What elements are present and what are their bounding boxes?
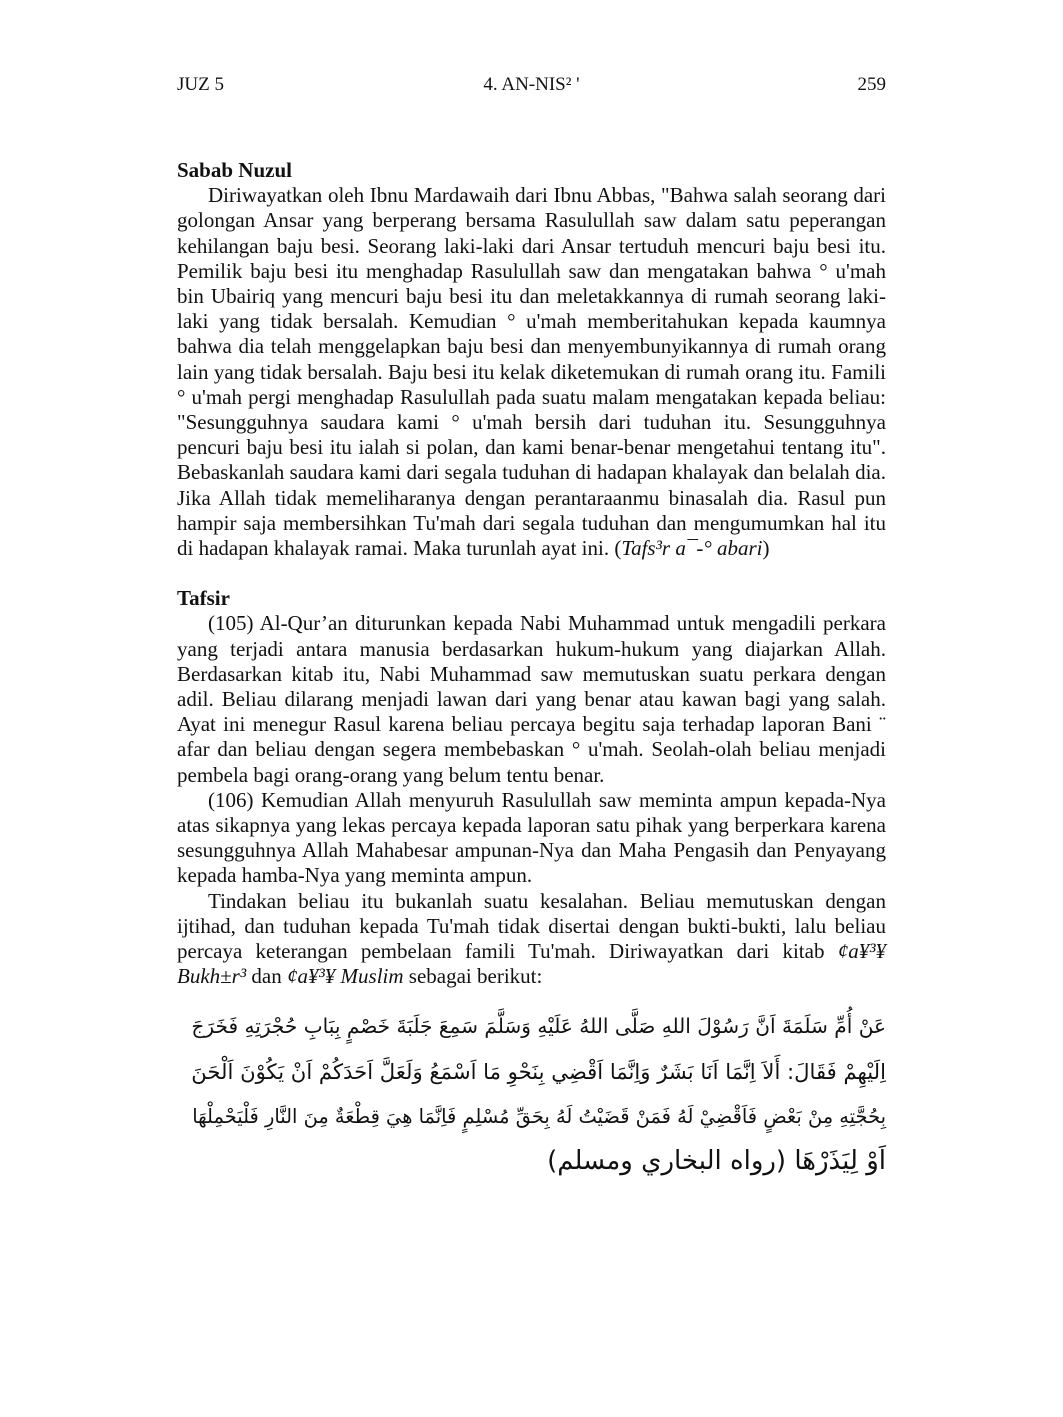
tafsir-paragraph-ijtihad: [177, 889, 886, 990]
sabab-nuzul-heading: Sabab Nuzul: [177, 158, 292, 182]
conjunction-text: dan: [246, 964, 287, 989]
hadith-line-2: اِلَيْهِمْ فَقَالَ: أَلاَ اِنَّمَا اَنَا بَشَرٌ وَاِنَّمَا اَقْضِي بِنَحْوِ مَا اَسْمَعُ وَلَعَلَّ اَحَدَكُمْ اَنْ يَكُوْنَ اَلْحَنَ: [191, 1058, 886, 1084]
book-muslim: ¢a¥³¥ Muslim: [286, 964, 404, 989]
source-citation: Tafs³r a¯-° abari: [621, 536, 763, 561]
surah-title: 4. AN-NIS² ': [483, 74, 580, 95]
sabab-nuzul-paragraph: [177, 183, 886, 561]
hadith-line-1: عَنْ أُمِّ سَلَمَةَ اَنَّ رَسُوْلَ اللهِ صَلَّى اللهُ عَلَيْهِ وَسَلَّمَ سَمِعَ جَلَبَةَ خَصْمٍ بِبَابِ حُجْرَتِهِ فَخَرَجَ: [191, 1013, 886, 1038]
page-body: [177, 158, 886, 1184]
hadith-line-4: اَوْ لِيَذَرْهَا (رواه البخاري ومسلم): [547, 1145, 886, 1176]
hadith-arabic-text: [177, 1004, 886, 1184]
juz-label: JUZ 5: [177, 74, 224, 95]
tafsir-heading: Tafsir: [177, 586, 230, 611]
book-bukhari: ¢a¥³¥ Bukh±r³: [177, 939, 886, 989]
sabab-nuzul-text: Diriwayatkan oleh Ibnu Mardawaih dari Ibnu Abbas, "Bahwa salah seorang dari golongan Ansar yang berperang bersama Rasulullah saw dalam satu peperangan kehilangan baju besi. Seorang laki-laki dari Ansar tertuduh mencuri baju besi itu. Pemilik baju besi itu menghadap Rasulullah saw dan mengatakan bahwa ° u'mah bin Ubairiq yang mencuri baju besi itu dan meletakkannya di rumah seorang laki-laki yang tidak bersalah. Kemudian ° u'mah memberitahukan kepada kaumnya bahwa dia telah menggelapkan baju besi dan menyembunyikannya di rumah orang lain yang tidak bersalah. Baju besi itu kelak diketemukan di rumah orang itu. Famili ° u'mah pergi menghadap Rasulullah pada suatu malam mengatakan kepada beliau: "Sesungguhnya saudara kami ° u'mah bersih dari tuduhan itu. Sesungguhnya pencuri baju besi itu ialah si polan, dan kami benar-benar mengetahui tentang itu". Bebaskanlah saudara kami dari segala tuduhan di hadapan khalayak dan belalah dia. Jika Allah tidak memeliharanya dengan perantaraanmu binasalah dia. Rasul pun hampir saja membersihkan Tu'mah dari segala tuduhan dan mengumumkan hal itu di hadapan khalayak ramai. Maka turunlah ayat ini. (: [177, 183, 886, 561]
page-number: 259: [857, 74, 886, 95]
page-header: [177, 74, 886, 98]
ijtihad-end-text: sebagai berikut:: [403, 964, 543, 989]
hadith-line-3: بِحُجَّتِهِ مِنْ بَعْضٍ فَاَقْضِيْ لَهُ فَمَنْ قَضَيْتُ لَهُ بِحَقِّ مُسْلِمٍ فَاِنَّمَا هِيَ قِطْعَةٌ مِنَ النَّارِ فَلْيَحْمِلْهَا: [192, 1104, 886, 1128]
citation-close: ): [762, 536, 770, 561]
ijtihad-text: Tindakan beliau itu bukanlah suatu kesalahan. Beliau memutuskan dengan ijtihad, dan tuduhan kepada Tu'mah tidak disertai dengan bukti-bukti, lalu beliau percaya keterangan pembelaan famili Tu'mah. Diriwayatkan dari kitab: [177, 888, 886, 964]
tafsir-paragraph-106: (106) Kemudian Allah menyuruh Rasulullah saw meminta ampun kepada-Nya atas sikapnya yang lekas percaya kepada laporan satu pihak yang berperkara karena sesungguhnya Allah Mahabesar ampunan-Nya dan Maha Pengasih dan Penyayang kepada hamba-Nya yang meminta ampun.: [177, 787, 886, 888]
tafsir-paragraph-105: (105) Al-Qur’an diturunkan kepada Nabi Muhammad untuk mengadili perkara yang terjadi antara manusia berdasarkan hukum-hukum yang diajarkan Allah. Berdasarkan kitab itu, Nabi Muhammad saw memutuskan suatu perkara dengan adil. Beliau dilarang menjadi lawan dari yang benar atau kawan bagi yang salah. Ayat ini menegur Rasul karena beliau percaya begitu saja terhadap laporan Bani ¨ afar dan beliau dengan segera membebaskan ° u'mah. Seolah-olah beliau menjadi pembela bagi orang-orang yang belum tentu benar.: [177, 611, 886, 787]
